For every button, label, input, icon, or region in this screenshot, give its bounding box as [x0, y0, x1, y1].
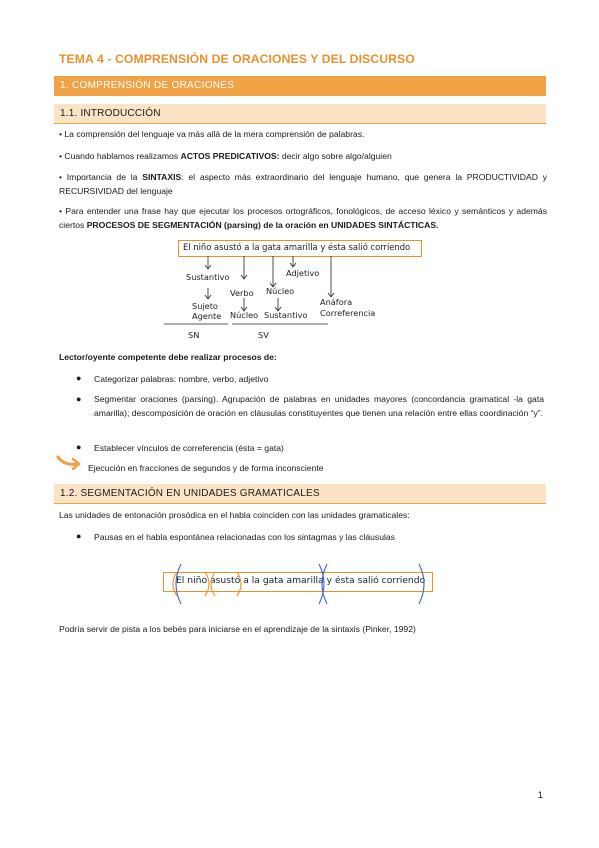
section-header-1 [54, 76, 546, 96]
label-agente: Agente [192, 311, 222, 321]
section-header-1-label: 1. COMPRENSIÓN DE ORACIONES [60, 80, 235, 91]
arrow-note: Ejecución en fracciones de segundos y de forma inconsciente [88, 463, 324, 473]
paragraph-2 [59, 150, 392, 163]
label-sv: SV [258, 330, 269, 340]
label-sustantivo: Sustantivo [186, 272, 230, 282]
lector-heading: Lector/oyente competente debe realizar procesos de: [59, 352, 277, 362]
section-header-1-2 [54, 484, 546, 504]
bullet-dot-4: ● [76, 531, 82, 541]
p2-text-a: • Cuando hablamos realizamos [59, 151, 181, 161]
p4-bold: PROCESOS DE SEGMENTACIÓN (parsing) de la oración en UNIDADES SINTÁCTICAS. [86, 219, 439, 230]
p3-text-a: • Importancia de la [59, 172, 143, 182]
label-nucleo-2: Núcleo [230, 310, 259, 320]
p3-bold-sintaxis: SINTAXIS [142, 172, 182, 182]
bullet-1: Categorizar palabras: nombre, verbo, adjetivo [94, 374, 269, 384]
page-number: 1 [537, 790, 543, 801]
label-nucleo-1: Núcleo [266, 286, 295, 296]
prosodic-brackets [165, 560, 435, 610]
p2-text-c: decir algo sobre algo/alguien [279, 151, 392, 161]
label-anafora: Anáfora [320, 297, 353, 307]
label-sujeto: Sujeto [192, 301, 218, 311]
section-header-1-1 [54, 104, 546, 124]
p4-text-a: • Para entender una frase hay que ejecutar los procesos ortográficos, fonológicos, de acceso léxico y semánticos y además ciertos [59, 206, 547, 230]
label-sustantivo-2: Sustantivo [264, 310, 308, 320]
paragraph-4 [59, 205, 547, 232]
p3-productividad: PRODUCTIVIDAD [466, 172, 538, 182]
bullet-dot-3: ● [76, 442, 82, 452]
bullet-pausas: Pausas en el habla espontánea relacionadas con los sintagmas y las cláusulas [94, 532, 395, 542]
label-verbo: Verbo [230, 288, 254, 298]
section-header-1-2-label: 1.2. SEGMENTACIÓN EN UNIDADES GRAMATICALES [60, 488, 320, 499]
p3-text-g: del lenguaje [123, 185, 173, 196]
sentence2: El niño asustó a la gata amarilla y ésta salió corriendo [176, 575, 426, 586]
diagram-sentence: El niño asustó a la gata amarilla y ésta salió corriendo [183, 242, 411, 252]
p3-recursividad: RECURSIVIDAD [59, 185, 124, 196]
curved-arrow-icon [56, 454, 84, 470]
p3-text-e: y [537, 172, 547, 182]
document-title: TEMA 4 - COMPRENSIÓN DE ORACIONES Y DEL DISCURSO [59, 52, 415, 66]
paragraph-6: Podría servir de pista a los bebés para iniciarse en el aprendizaje de la sintaxis (Pinker, 1992) [59, 624, 416, 634]
label-sn: SN [188, 330, 200, 340]
paragraph-5: Las unidades de entonación prosódica en el habla coinciden con las unidades gramaticales: [59, 510, 410, 520]
paragraph-3 [59, 171, 547, 198]
bullet-dot-2: ● [76, 394, 82, 404]
bullet-2: Segmentar oraciones (parsing). Agrupación de palabras en unidades mayores (concordancia gramatical -la gata amarilla); descomposición de oración en cláusulas constituyentes que tienen una relación entre ellas coordinación “y”. [94, 394, 544, 418]
paragraph-1: • La comprensión del lenguaje va más allá de la mera comprensión de palabras. [59, 129, 365, 139]
bullet-dot-1: ● [76, 373, 82, 383]
label-correferencia: Correferencia [320, 308, 376, 318]
label-adjetivo: Adjetivo [286, 268, 320, 278]
section-header-1-1-label: 1.1. INTRODUCCIÓN [60, 108, 161, 119]
p2-bold: ACTOS PREDICATIVOS: [180, 151, 280, 161]
bullet-3: Establecer vínculos de correferencia (ésta = gata) [94, 443, 284, 453]
p3-text-c: : el aspecto más extraordinario del lenguaje humano, que genera la [181, 172, 467, 182]
